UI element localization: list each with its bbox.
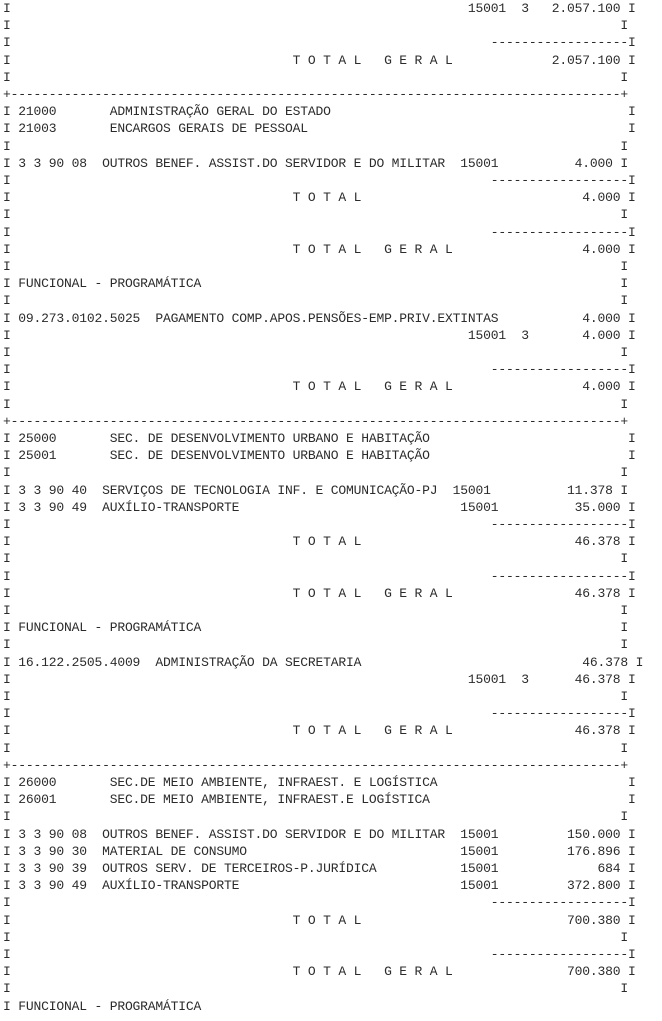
report-line: I FUNCIONAL - PROGRAMÁTICA I <box>3 620 628 636</box>
report-line: I ------------------I <box>3 517 636 532</box>
report-line: I 3 3 90 08 OUTROS BENEF. ASSIST.DO SERVIDOR E DO MILITAR 15001 150.000 I <box>3 826 636 842</box>
report-line: I 25000 SEC. DE DESENVOLVIMENTO URBANO E HABITAÇÃO I <box>3 431 636 446</box>
report-line: I 21003 ENCARGOS GERAIS DE PESSOAL I <box>3 121 636 137</box>
report-line: I FUNCIONAL - PROGRAMÁTICA I <box>3 276 628 292</box>
report-line: +--------------------------------------------------------------------------------+ <box>3 87 628 102</box>
report-line: I ------------------I <box>3 895 636 911</box>
report-line: I T O T A L G E R A L 700.380 I <box>3 964 636 980</box>
report-line: I 3 3 90 08 OUTROS BENEF. ASSIST.DO SERVIDOR E DO MILITAR 15001 4.000 I <box>3 155 628 171</box>
report-line: I T O T A L 700.380 I <box>3 912 636 928</box>
report-line: I I <box>3 465 628 481</box>
report-line: I I <box>3 981 628 997</box>
report-line: I ------------------I <box>3 362 636 378</box>
report-line: I I <box>3 637 628 653</box>
report-line: I I <box>3 345 628 360</box>
report-line: I I <box>3 138 628 154</box>
report-line: I I <box>3 18 628 34</box>
report-line: I I <box>3 929 628 945</box>
report-line: I 26001 SEC.DE MEIO AMBIENTE, INFRAEST.E LOGÍSTICA I <box>3 792 636 808</box>
report-line: I ------------------I <box>3 706 636 722</box>
report-line: I T O T A L G E R A L 2.057.100 I <box>3 52 636 68</box>
report-line: I T O T A L G E R A L 4.000 I <box>3 241 636 257</box>
report-line: I 15001 3 4.000 I <box>3 327 636 343</box>
report-line: I ------------------I <box>3 173 636 188</box>
report-line: I FUNCIONAL - PROGRAMÁTICA <box>3 998 621 1014</box>
report-line: I ------------------I <box>3 568 636 584</box>
report-line: I 3 3 90 49 AUXÍLIO-TRANSPORTE 15001 372.800 I <box>3 878 636 894</box>
report-line: I 26000 SEC.DE MEIO AMBIENTE, INFRAEST. E LOGÍSTICA I <box>3 775 636 790</box>
report-line: I 3 3 90 30 MATERIAL DE CONSUMO 15001 176.896 I <box>3 843 636 859</box>
report-line: I 15001 3 2.057.100 I <box>3 1 636 16</box>
report-line: I ------------------I <box>3 224 636 240</box>
report-line: I T O T A L 4.000 I <box>3 190 636 206</box>
report-line: I I <box>3 69 628 85</box>
report-line: I I <box>3 740 628 756</box>
report-line: I T O T A L G E R A L 46.378 I <box>3 585 636 601</box>
report-line: I I <box>3 551 628 567</box>
report-line: I I <box>3 207 628 223</box>
report-line: I 21000 ADMINISTRAÇÃO GERAL DO ESTADO I <box>3 104 636 120</box>
report-line: I 09.273.0102.5025 PAGAMENTO COMP.APOS.PENSÕES-EMP.PRIV.EXTINTAS 4.000 I <box>3 310 636 326</box>
report-line: +--------------------------------------------------------------------------------+ <box>3 413 628 429</box>
report-line: I I <box>3 809 628 825</box>
report-line: I 3 3 90 40 SERVIÇOS DE TECNOLOGIA INF. E COMUNICAÇÃO-PJ 15001 11.378 I <box>3 482 628 498</box>
report-line: I I <box>3 396 628 412</box>
report-line: I T O T A L G E R A L 4.000 I <box>3 379 636 395</box>
report-line: I I <box>3 689 628 704</box>
report-line: I I <box>3 603 628 618</box>
report-line: +--------------------------------------------------------------------------------+ <box>3 757 628 773</box>
report-line: I ------------------I <box>3 35 636 51</box>
report-line: I 15001 3 46.378 I <box>3 671 636 687</box>
report-line: I 25001 SEC. DE DESENVOLVIMENTO URBANO E HABITAÇÃO I <box>3 448 636 464</box>
report-line: I I <box>3 293 628 309</box>
report-line: I 3 3 90 39 OUTROS SERV. DE TERCEIROS-P.JURÍDICA 15001 684 I <box>3 861 636 876</box>
report-line: I 16.122.2505.4009 ADMINISTRAÇÃO DA SECRETARIA 46.378 I <box>3 654 644 670</box>
report-line: I ------------------I <box>3 947 636 962</box>
report-line: I T O T A L 46.378 I <box>3 534 636 550</box>
report-line: I T O T A L G E R A L 46.378 I <box>3 723 636 739</box>
report-line: I 3 3 90 49 AUXÍLIO-TRANSPORTE 15001 35.000 I <box>3 499 636 515</box>
report-line: I I <box>3 259 628 274</box>
